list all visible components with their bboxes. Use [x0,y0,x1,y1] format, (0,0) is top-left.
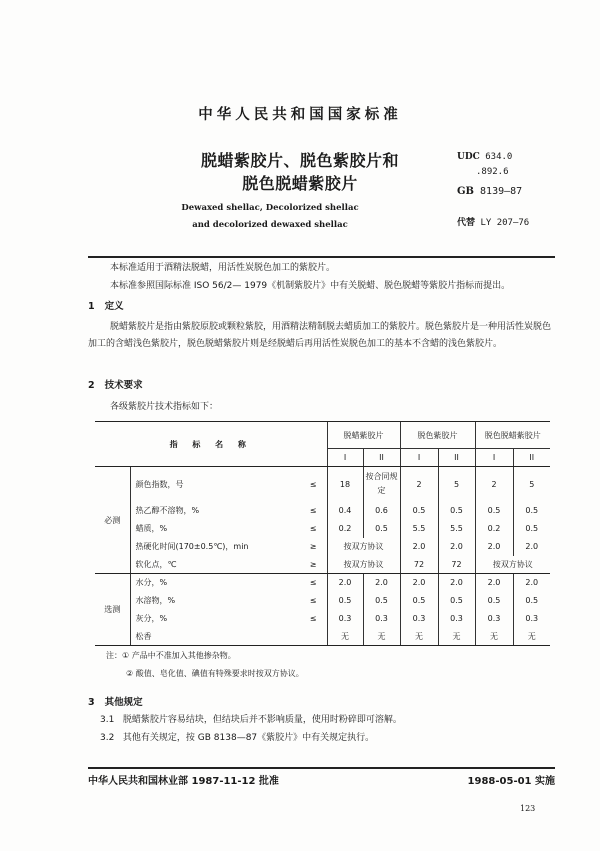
cell: 0.5 [400,502,438,520]
spec-table [95,421,550,646]
row-operator: ≤ [309,506,317,515]
grade: I [327,449,363,467]
row-name: 颜色指数，号 [130,467,290,502]
cell: 按双方协议 [327,556,400,574]
row-operator: ≤ [309,596,317,605]
row-name: 热硬化时间(170±0.5℃)，min [130,538,290,556]
note-2: ② 酸值、皂化值、碘值有特殊要求时按双方协议。 [126,669,304,678]
cell: 0.2 [475,520,513,538]
section-3-item-1: 3.1 脱蜡紫胶片容易结块，但结块后并不影响质量，使用时粉碎即可溶解。 [100,715,402,725]
row-operator: ≤ [309,524,317,533]
approval-line: 中华人民共和国林业部 1987-11-12 批准 [88,776,279,787]
cell: 0.5 [513,520,550,538]
section-1-heading: 1 定义 [88,301,124,312]
row-name: 松香 [130,628,290,646]
cell: 无 [438,628,475,646]
cell: 2.0 [475,538,513,556]
cell: 0.5 [438,592,475,610]
section-3-heading: 3 其他规定 [88,697,143,708]
cell: 0.3 [438,610,475,628]
table-row [95,556,550,574]
cell: 72 [400,556,438,574]
optional-label: 选测 [95,574,130,646]
cell: 0.6 [363,502,400,520]
cell: 无 [400,628,438,646]
group-decolorized: 脱色紫胶片 [400,422,475,449]
row-operator: ≤ [309,578,317,588]
row-name: 灰分，% [130,610,290,628]
cell: 无 [327,628,363,646]
title-en-line2: and decolorized dewaxed shellac [192,220,348,230]
grade: I [400,449,438,467]
udc-code: UDC 634.0 [457,152,513,162]
note-1: 注：① 产品中不准加入其他掺杂物。 [106,651,236,660]
grade: II [513,449,550,467]
cell: 0.3 [327,610,363,628]
header-rule [88,256,555,258]
cell: 2.0 [513,574,550,592]
cell: 2.0 [513,538,550,556]
table-row [95,610,550,628]
cell: 按双方协议 [475,556,550,574]
cell: 0.5 [475,592,513,610]
cell: 2.0 [327,574,363,592]
intro-paragraph-1: 本标准适用于酒精法脱蜡，用活性炭脱色加工的紫胶片。 [110,263,336,273]
cell: 0.5 [363,592,400,610]
national-standard-heading: 中华人民共和国国家标准 [198,107,402,123]
cell: 5.5 [400,520,438,538]
title-en-line1: Dewaxed shellac, Decolorized shellac [181,203,359,213]
cell: 2 [475,467,513,502]
cell: 0.5 [513,592,550,610]
cell: 2.0 [438,574,475,592]
row-operator: ≤ [309,614,317,623]
cell: 无 [363,628,400,646]
cell: 0.3 [363,610,400,628]
section-3-item-2: 3.2 其他有关规定，按 GB 8138—87《紫胶片》中有关规定执行。 [100,733,375,743]
implementation-date: 1988-05-01 实施 [467,776,555,787]
cell: 5 [438,467,475,502]
section-1-body: 脱蜡紫胶片是指由紫胶原胶或颗粒紫胶，用酒精法精制脱去蜡质加工的紫胶片。脱色紫胶片是一种用活性炭脱色加工的含蜡浅色紫胶片，脱色脱蜡紫胶片则是经脱蜡后再用活性炭脱色加工的基本不含蜡的浅色紫胶片。 [88,322,552,349]
cell: 无 [513,628,550,646]
group-dewaxed: 脱蜡紫胶片 [327,422,400,449]
cell: 18 [327,467,363,502]
grade: II [438,449,475,467]
title-cn-line1: 脱蜡紫胶片、脱色紫胶片和 [200,151,399,170]
row-operator [290,628,327,646]
cell: 72 [438,556,475,574]
row-operator: ≥ [290,556,327,574]
cell: 0.5 [327,592,363,610]
udc-code-line2: .892.6 [476,167,509,177]
table-row [95,574,550,592]
cell: 0.3 [475,610,513,628]
cell: 无 [475,628,513,646]
cell: 0.5 [438,502,475,520]
cell: 0.5 [513,502,550,520]
cell: 2.0 [363,574,400,592]
cell: 0.5 [400,592,438,610]
cell: 2 [400,467,438,502]
cell: 2.0 [400,574,438,592]
row-operator: ≤ [309,479,317,489]
table-row [95,520,550,538]
required-label: 必测 [95,467,130,574]
row-name: 水溶物，% [130,592,290,610]
row-name: 软化点，℃ [130,556,290,574]
grade: II [363,449,400,467]
footer-rule [88,767,555,769]
replaces-standard: 代替 LY 207—76 [457,218,530,228]
row-operator: ≥ [309,542,317,551]
table-row [95,592,550,610]
table-row [95,538,550,556]
intro-paragraph-2: 本标准参照国际标准 ISO 56/2— 1979《机制紫胶片》中有关脱蜡、脱色脱蜡等紫胶片指标而提出。 [110,281,511,291]
cell: 0.2 [327,520,363,538]
group-decolorized-dewaxed: 脱色脱蜡紫胶片 [475,422,550,449]
cell: 2.0 [475,574,513,592]
cell: 2.0 [400,538,438,556]
cell: 2.0 [438,538,475,556]
grade: I [475,449,513,467]
cell: 5 [513,467,550,502]
cell: 按合同规定 [363,467,400,502]
row-name: 蜡质，% [130,520,290,538]
header-index-name: 指 标 名 称 [95,422,327,467]
cell: 0.3 [513,610,550,628]
section-2-lead: 各级紫胶片技术指标如下： [110,402,219,412]
page-number: 123 [520,804,536,813]
table-row [95,467,550,502]
cell: 0.5 [475,502,513,520]
cell: 按双方协议 [327,538,400,556]
table-row [95,628,550,646]
row-name: 热乙醇不溶物，% [130,502,290,520]
cell: 0.5 [363,520,400,538]
cell: 5.5 [438,520,475,538]
title-cn-line2: 脱色脱蜡紫胶片 [242,174,358,193]
section-2-heading: 2 技术要求 [88,380,143,391]
cell: 0.4 [327,502,363,520]
row-name: 水分，% [130,574,290,592]
table-row [95,502,550,520]
gb-number: GB 8139—87 [457,186,523,197]
cell: 0.3 [400,610,438,628]
